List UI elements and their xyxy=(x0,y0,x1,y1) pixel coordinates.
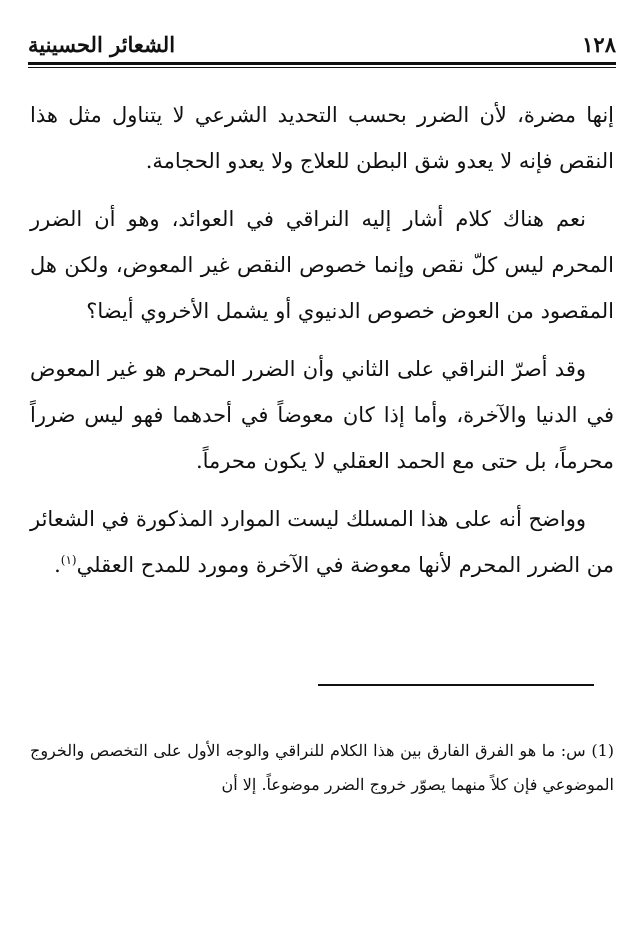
running-title: الشعائر الحسينية xyxy=(28,32,176,57)
main-text xyxy=(30,92,614,600)
footnotes xyxy=(30,734,614,802)
paragraph-4 xyxy=(30,496,614,588)
running-header xyxy=(28,30,616,62)
header-rule-thick xyxy=(28,62,616,65)
paragraph-3: وقد أصرّ النراقي على الثاني وأن الضرر المحرم هو غير المعوض في الدنيا والآخرة، وأما إذا كان معوضاً في أحدهما فهو ليس ضرراً محرماً، بل حتى مع الحمد العقلي لا يكون محرماً. xyxy=(30,357,614,473)
footnote-reference[interactable]: (١) xyxy=(60,553,77,567)
paragraph-4-text: وواضح أنه على هذا المسلك ليست الموارد المذكورة في الشعائر من الضرر المحرم لأنها معوضة في الآخرة ومورد للمدح العقلي xyxy=(30,507,614,577)
paragraph-4-end: . xyxy=(54,553,61,577)
paragraph-2: نعم هناك كلام أشار إليه النراقي في العوائد، وهو أن الضرر المحرم ليس كلّ نقص وإنما خصوص النقص غير المعوض، ولكن هل المقصود من العوض خصوص الدنيوي أو يشمل الأخروي أيضا؟ xyxy=(30,207,614,323)
page-number: ١٢٨ xyxy=(582,32,616,57)
footnote-separator xyxy=(318,684,594,686)
header-rule-thin xyxy=(28,67,616,68)
footnote-1: (1) س: ما هو الفرق الفارق بين هذا الكلام للنراقي والوجه الأول على التخصص والخروج الموضوعي فإن كلاً منهما يصوّر خروج الضرر موضوعاً. إلا أن xyxy=(30,741,614,794)
paragraph-1: إنها مضرة، لأن الضرر بحسب التحديد الشرعي لا يتناول مثل هذا النقص فإنه لا يعدو شق البطن للعلاج ولا يعدو الحجامة. xyxy=(30,103,614,173)
